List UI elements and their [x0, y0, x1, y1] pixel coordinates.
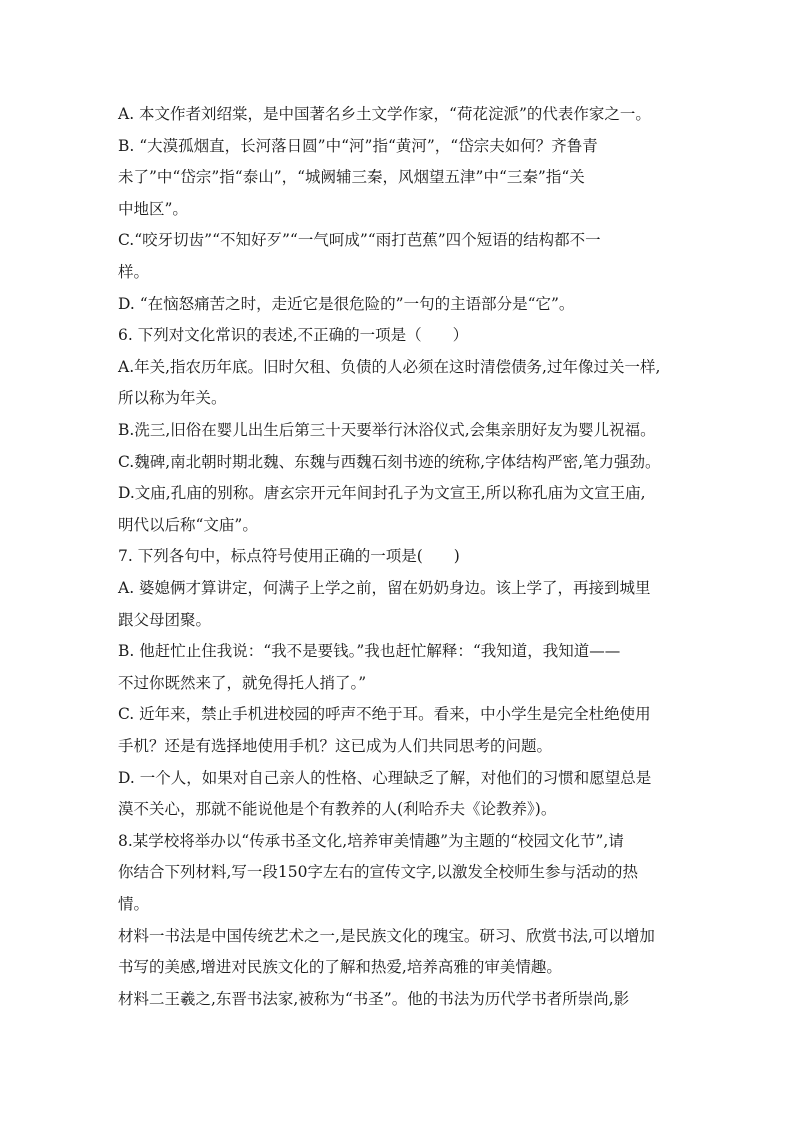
text-line: 样。 [118, 263, 150, 281]
text-line: C.魏碑,南北朝时期北魏、东魏与西魏石刻书迹的统称,字体结构严密,笔力强劲。 [118, 452, 661, 471]
text-line: 材料一书法是中国传统艺术之一,是民族文化的瑰宝。研习、欣赏书法,可以增加 [118, 926, 655, 945]
question-heading: 7. 下列各句中，标点符号使用正确的一项是( ) [118, 547, 460, 566]
text-line: 明代以后称“文庙”。 [118, 515, 258, 534]
text-line: A. 本文作者刘绍棠，是中国著名乡土文学作家，“荷花淀派”的代表作家之一。 [118, 105, 651, 123]
text-line: 情。 [118, 895, 150, 913]
text-line: 你结合下列材料,写一段150字左右的宣传文字,以激发全校师生参与活动的热 [118, 863, 638, 882]
text-line: B. 他赶忙止住我说：“我不是要钱。”我也赶忙解释：“我知道，我知道—— [118, 642, 621, 661]
question-heading: 8.某学校将举办以“传承书圣文化,培养审美情趣”为主题的“校园文化节”,请 [118, 831, 624, 850]
text-line: 所以称为年关。 [118, 389, 227, 408]
text-line: C. 近年来，禁止手机进校园的呼声不绝于耳。看来，中小学生是完全杜绝使用 [118, 705, 651, 724]
text-line: 跟父母团聚。 [118, 610, 212, 629]
text-line: 中地区”。 [118, 199, 188, 218]
text-line: 漠不关心，那就不能说他是个有教养的人(利哈乔夫《论教养》)。 [118, 800, 557, 819]
text-line: A.年关,指农历年底。旧时欠租、负债的人必须在这时清偿债务,过年像过关一样, [118, 357, 661, 376]
text-line: 不过你既然来了，就免得托人捎了。” [118, 673, 367, 692]
text-line: B.洗三,旧俗在婴儿出生后第三十天要举行沐浴仪式,会集亲朋好友为婴儿祝福。 [118, 421, 656, 439]
question-heading: 6. 下列对文化常识的表述,不正确的一项是（ ） [118, 326, 469, 345]
text-line: A. 婆媳俩才算讲定，何满子上学之前，留在奶奶身边。该上学了，再接到城里 [118, 579, 651, 597]
text-line: 未了”中“岱宗”指“泰山”，“城阙辅三秦，风烟望五津”中“三秦”指“关 [118, 168, 585, 187]
text-line: D.文庙,孔庙的别称。唐玄宗开元年间封孔子为文宣王,所以称孔庙为文宣王庙, [118, 484, 646, 503]
text-line: D. 一个人，如果对自己亲人的性格、心理缺乏了解，对他们的习惯和愿望总是 [118, 768, 652, 787]
text-line: B. “大漠孤烟直，长河落日圆”中“河”指“黄河”，“岱宗夫如何？齐鲁青 [118, 136, 598, 155]
text-line: 手机？还是有选择地使用手机？这已成为人们共同思考的问题。 [118, 737, 553, 755]
text-line: C.“咬牙切齿”“不知好歹”“一气呵成”“雨打芭蕉”四个短语的结构都不一 [118, 231, 601, 250]
text-line: D. “在恼怒痛苦之时，走近它是很危险的”一句的主语部分是“它”。 [118, 294, 575, 313]
text-line: 书写的美感,增进对民族文化的了解和热爱,培养高雅的审美情趣。 [118, 958, 562, 977]
text-line: 材料二王羲之,东晋书法家,被称为“书圣”。他的书法为历代学书者所崇尚,影 [118, 989, 630, 1008]
